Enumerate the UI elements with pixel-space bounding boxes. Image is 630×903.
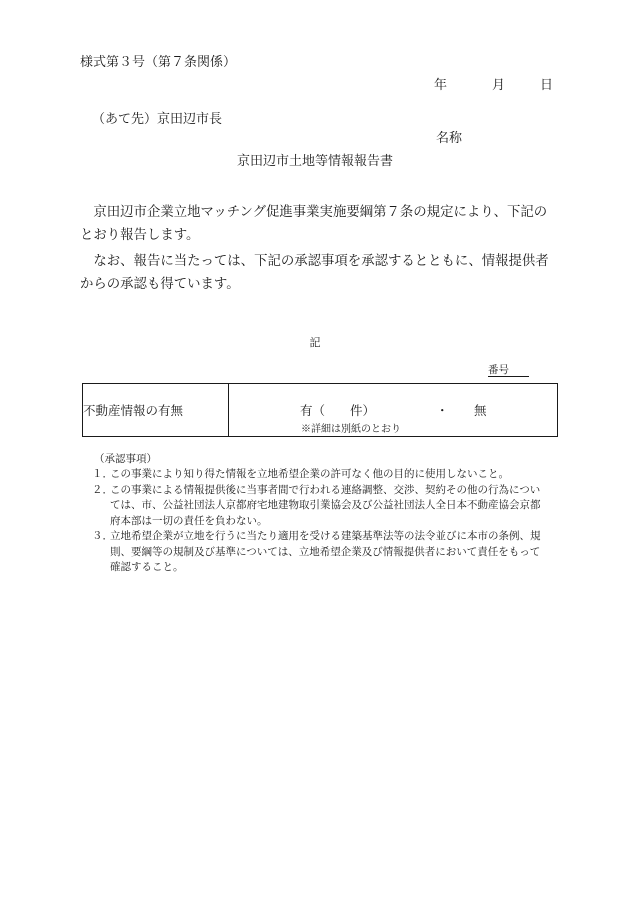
body-paragraph-2 — [80, 250, 560, 296]
approval-section — [92, 452, 548, 576]
option-separator: ・ — [436, 403, 449, 418]
table-value-cell — [229, 384, 558, 437]
list-item — [92, 483, 548, 530]
name-label: 名称 — [436, 131, 463, 146]
number-label: 番号 — [488, 364, 529, 377]
document-title: 京田辺市土地等情報報告書 — [236, 154, 393, 169]
item-text: この事業による情報提供後に当事者間で行われる連絡調整、交渉、契約その他の行為については、市、公益社団法人京都府宅地建物取引業協会及び公益社団法人全日本不動産協会京都府本部は一切の責任を負わない。 — [110, 483, 541, 527]
item-text: 立地希望企業が立地を行うに当たり適用を受ける建築基準法等の法令並びに本市の条例、規則、要綱等の規制及び基準については、立地希望企業及び情報提供者において責任をもって確認すること。 — [110, 530, 541, 573]
option-none: 無 — [474, 403, 487, 418]
date-year-label: 年 — [434, 78, 448, 93]
real-estate-info-table — [82, 383, 558, 437]
table-item-cell: 不動産情報の有無 — [83, 384, 229, 437]
item-text: この事業により知り得た情報を立地希望企業の許可なく他の目的に使用しないこと。 — [110, 468, 509, 480]
addressee: （あて先）京田辺市長 — [92, 112, 223, 127]
paragraph-text: なお、報告に当たっては、下記の承認事項を承認するとともに、情報提供者からの承認も得ています。 — [80, 254, 549, 292]
approval-title: （承認事項） — [94, 453, 157, 465]
item-number: ２． — [92, 483, 113, 496]
item-number: ３． — [92, 530, 113, 542]
detail-note: ※詳細は別紙のとおり — [301, 424, 401, 435]
body-paragraph-1 — [80, 201, 560, 247]
item-number: １． — [92, 468, 113, 480]
table-row — [83, 384, 558, 437]
paragraph-text: 京田辺市企業立地マッチング促進事業実施要綱第７条の規定により、下記のとおり報告します。 — [80, 205, 548, 243]
date-month-label: 月 — [492, 78, 506, 93]
list-item — [92, 467, 548, 483]
list-item — [92, 529, 548, 576]
ki-heading: 記 — [309, 336, 321, 349]
form-number-label: 様式第３号（第７条関係） — [80, 55, 237, 70]
date-day-label: 日 — [540, 78, 554, 93]
option-have: 有（ 件） — [300, 403, 376, 418]
